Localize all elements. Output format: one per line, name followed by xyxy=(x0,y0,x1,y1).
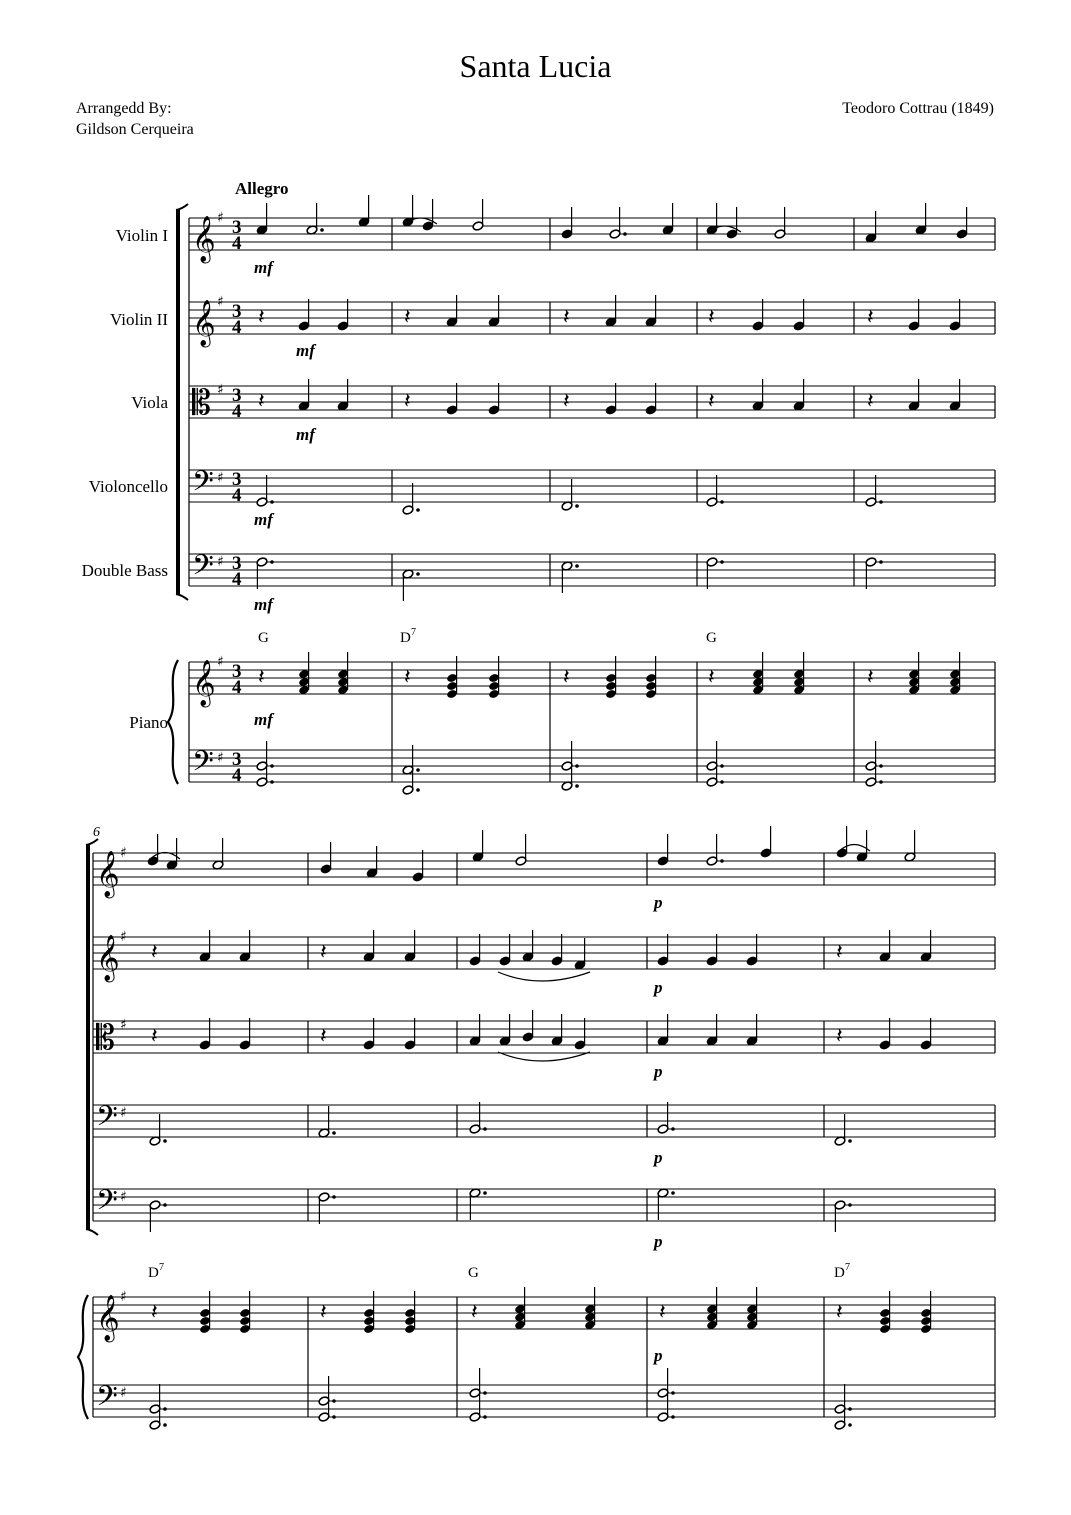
quarter-rest: 𝄽 xyxy=(151,940,158,965)
dynamic-marking: p xyxy=(654,978,663,997)
treble-clef: 𝄞 xyxy=(96,851,120,897)
key-signature-sharp: ♯ xyxy=(217,294,224,310)
dot xyxy=(575,564,579,568)
quarter-rest: 𝄽 xyxy=(563,389,570,414)
dot xyxy=(416,768,420,772)
chord-symbol-extension: 7 xyxy=(159,1262,164,1273)
dot xyxy=(879,560,883,564)
time-signature-numerator: 3 xyxy=(232,749,242,770)
quarter-rest: 𝄽 xyxy=(708,389,715,414)
time-signature-numerator: 3 xyxy=(232,661,242,682)
dot xyxy=(720,780,724,784)
dot xyxy=(163,1139,167,1143)
arranger-label: Arrangedd By: xyxy=(76,100,172,117)
chord-symbol: D xyxy=(400,630,411,646)
bracket-hook xyxy=(176,204,188,210)
dot xyxy=(163,1203,167,1207)
dot xyxy=(163,1423,167,1427)
dot xyxy=(848,1407,852,1411)
dot xyxy=(720,859,724,863)
quarter-rest: 𝄽 xyxy=(836,1024,843,1049)
bass-clef: 𝄢 xyxy=(192,745,214,785)
dot xyxy=(332,1195,336,1199)
dynamic-marking: mf xyxy=(296,425,315,444)
quarter-rest: 𝄽 xyxy=(867,305,874,330)
time-signature-numerator: 3 xyxy=(232,469,242,490)
piano-brace xyxy=(168,660,178,784)
clefs xyxy=(96,210,224,1420)
dynamic-marking: p xyxy=(654,1346,663,1365)
time-signature-denominator: 4 xyxy=(232,233,242,254)
dot xyxy=(270,764,274,768)
quarter-rest: 𝄽 xyxy=(659,1300,666,1325)
dot xyxy=(270,500,274,504)
bass-clef: 𝄢 xyxy=(96,1184,118,1224)
dot xyxy=(879,500,883,504)
dot xyxy=(332,1131,336,1135)
quarter-rest: 𝄽 xyxy=(320,1024,327,1049)
arranger-name: Gildson Cerqueira xyxy=(76,121,194,138)
dot xyxy=(163,1407,167,1411)
chord-symbol-extension: 7 xyxy=(845,1262,850,1273)
treble-clef: 𝄞 xyxy=(192,660,216,706)
quarter-rest: 𝄽 xyxy=(867,665,874,690)
dynamic-marking: p xyxy=(654,1148,663,1167)
dot xyxy=(575,504,579,508)
chord-symbol: D xyxy=(834,1265,845,1281)
dot xyxy=(270,780,274,784)
system-brackets xyxy=(78,204,188,1419)
treble-clef: 𝄞 xyxy=(96,1295,120,1341)
dot xyxy=(575,764,579,768)
quarter-rest: 𝄽 xyxy=(563,305,570,330)
bass-clef: 𝄢 xyxy=(192,465,214,505)
dot xyxy=(671,1391,675,1395)
instrument-label-violin-1: Violin I xyxy=(115,226,168,245)
dynamic-marking: mf xyxy=(254,710,273,729)
quarter-rest: 𝄽 xyxy=(563,665,570,690)
time-signature-numerator: 3 xyxy=(232,553,242,574)
dot xyxy=(483,1127,487,1131)
key-signature-sharp: ♯ xyxy=(120,1017,127,1033)
dot xyxy=(416,788,420,792)
quarter-rest: 𝄽 xyxy=(836,1300,843,1325)
dot xyxy=(416,508,420,512)
quarter-rest: 𝄽 xyxy=(836,940,843,965)
dot xyxy=(879,764,883,768)
key-signature-sharp: ♯ xyxy=(217,210,224,226)
time-signature-denominator: 4 xyxy=(232,677,242,698)
quarter-rest: 𝄽 xyxy=(258,389,265,414)
time-signature-denominator: 4 xyxy=(232,317,242,338)
key-signature-sharp: ♯ xyxy=(120,1189,127,1205)
dot xyxy=(320,228,324,232)
quarter-rest: 𝄽 xyxy=(404,665,411,690)
quarter-rest: 𝄽 xyxy=(258,305,265,330)
dot xyxy=(720,764,724,768)
dot xyxy=(483,1191,487,1195)
score-title: Santa Lucia xyxy=(459,48,612,84)
dot xyxy=(671,1127,675,1131)
notes xyxy=(147,195,968,1430)
quarter-rest: 𝄽 xyxy=(404,389,411,414)
dot xyxy=(848,1139,852,1143)
instrument-label-piano: Piano xyxy=(129,713,168,732)
alto-clef: 𝄡 xyxy=(96,1018,115,1058)
dot xyxy=(575,784,579,788)
system-bracket xyxy=(86,845,90,1229)
bracket-hook xyxy=(176,594,188,600)
quarter-rest: 𝄽 xyxy=(320,940,327,965)
key-signature-sharp: ♯ xyxy=(217,382,224,398)
quarter-rest: 𝄽 xyxy=(471,1300,478,1325)
dot xyxy=(848,1203,852,1207)
key-signature-sharp: ♯ xyxy=(217,470,224,486)
dot xyxy=(623,232,627,236)
dot xyxy=(483,1391,487,1395)
time-signature-denominator: 4 xyxy=(232,485,242,506)
key-signature-sharp: ♯ xyxy=(217,750,224,766)
quarter-rest: 𝄽 xyxy=(320,1300,327,1325)
time-signature-numerator: 3 xyxy=(232,385,242,406)
dynamic-marking: mf xyxy=(296,341,315,360)
chord-symbol: D xyxy=(148,1265,159,1281)
dot xyxy=(848,1423,852,1427)
dot xyxy=(671,1415,675,1419)
tempo-marking: Allegro xyxy=(235,179,289,198)
measure-number: 6 xyxy=(93,825,100,840)
piano-brace xyxy=(78,1295,88,1419)
barlines xyxy=(93,218,995,1417)
chord-symbol: G xyxy=(706,630,717,646)
bass-clef: 𝄢 xyxy=(96,1100,118,1140)
time-signature-numerator: 3 xyxy=(232,217,242,238)
instrument-label-violoncello: Violoncello xyxy=(88,477,168,496)
slur xyxy=(498,972,590,981)
system-bracket xyxy=(176,210,180,594)
bracket-hook xyxy=(86,1229,98,1235)
bass-clef: 𝄢 xyxy=(96,1380,118,1420)
dot xyxy=(720,500,724,504)
dot xyxy=(879,780,883,784)
bass-clef: 𝄢 xyxy=(192,549,214,589)
time-signature-denominator: 4 xyxy=(232,765,242,786)
chord-symbol: G xyxy=(468,1265,479,1281)
key-signature-sharp: ♯ xyxy=(120,1105,127,1121)
key-signature-sharp: ♯ xyxy=(217,554,224,570)
dot xyxy=(483,1415,487,1419)
dot xyxy=(671,1191,675,1195)
quarter-rest: 𝄽 xyxy=(151,1024,158,1049)
quarter-rest: 𝄽 xyxy=(151,1300,158,1325)
composer-credit: Teodoro Cottrau (1849) xyxy=(842,100,994,117)
dynamic-marking: mf xyxy=(254,510,273,529)
dynamic-marking: p xyxy=(654,1232,663,1251)
key-signature-sharp: ♯ xyxy=(120,845,127,861)
instrument-label-double-bass: Double Bass xyxy=(81,561,168,580)
treble-clef: 𝄞 xyxy=(192,300,216,346)
dot xyxy=(332,1415,336,1419)
dynamic-marking: p xyxy=(654,893,663,912)
dynamic-marking: mf xyxy=(254,595,273,614)
chord-symbol-extension: 7 xyxy=(411,627,416,638)
key-signature-sharp: ♯ xyxy=(120,929,127,945)
quarter-rest: 𝄽 xyxy=(867,389,874,414)
quarter-rest: 𝄽 xyxy=(708,665,715,690)
instrument-label-violin-2: Violin II xyxy=(110,310,168,329)
time-signature-denominator: 4 xyxy=(232,401,242,422)
key-signature-sharp: ♯ xyxy=(120,1289,127,1305)
instrument-label-viola: Viola xyxy=(131,393,168,412)
dot xyxy=(270,560,274,564)
dynamic-marking: p xyxy=(654,1062,663,1081)
time-signature-denominator: 4 xyxy=(232,569,242,590)
dot xyxy=(332,1399,336,1403)
treble-clef: 𝄞 xyxy=(96,935,120,981)
key-signature-sharp: ♯ xyxy=(120,1385,127,1401)
treble-clef: 𝄞 xyxy=(192,216,216,262)
quarter-rest: 𝄽 xyxy=(404,305,411,330)
dot xyxy=(720,560,724,564)
time-signature-numerator: 3 xyxy=(232,301,242,322)
quarter-rest: 𝄽 xyxy=(708,305,715,330)
alto-clef: 𝄡 xyxy=(192,383,211,423)
key-signature-sharp: ♯ xyxy=(217,654,224,670)
dot xyxy=(416,572,420,576)
quarter-rest: 𝄽 xyxy=(258,665,265,690)
chord-symbol: G xyxy=(258,630,269,646)
staff-lines xyxy=(93,218,995,1417)
dynamic-marking: mf xyxy=(254,258,273,277)
